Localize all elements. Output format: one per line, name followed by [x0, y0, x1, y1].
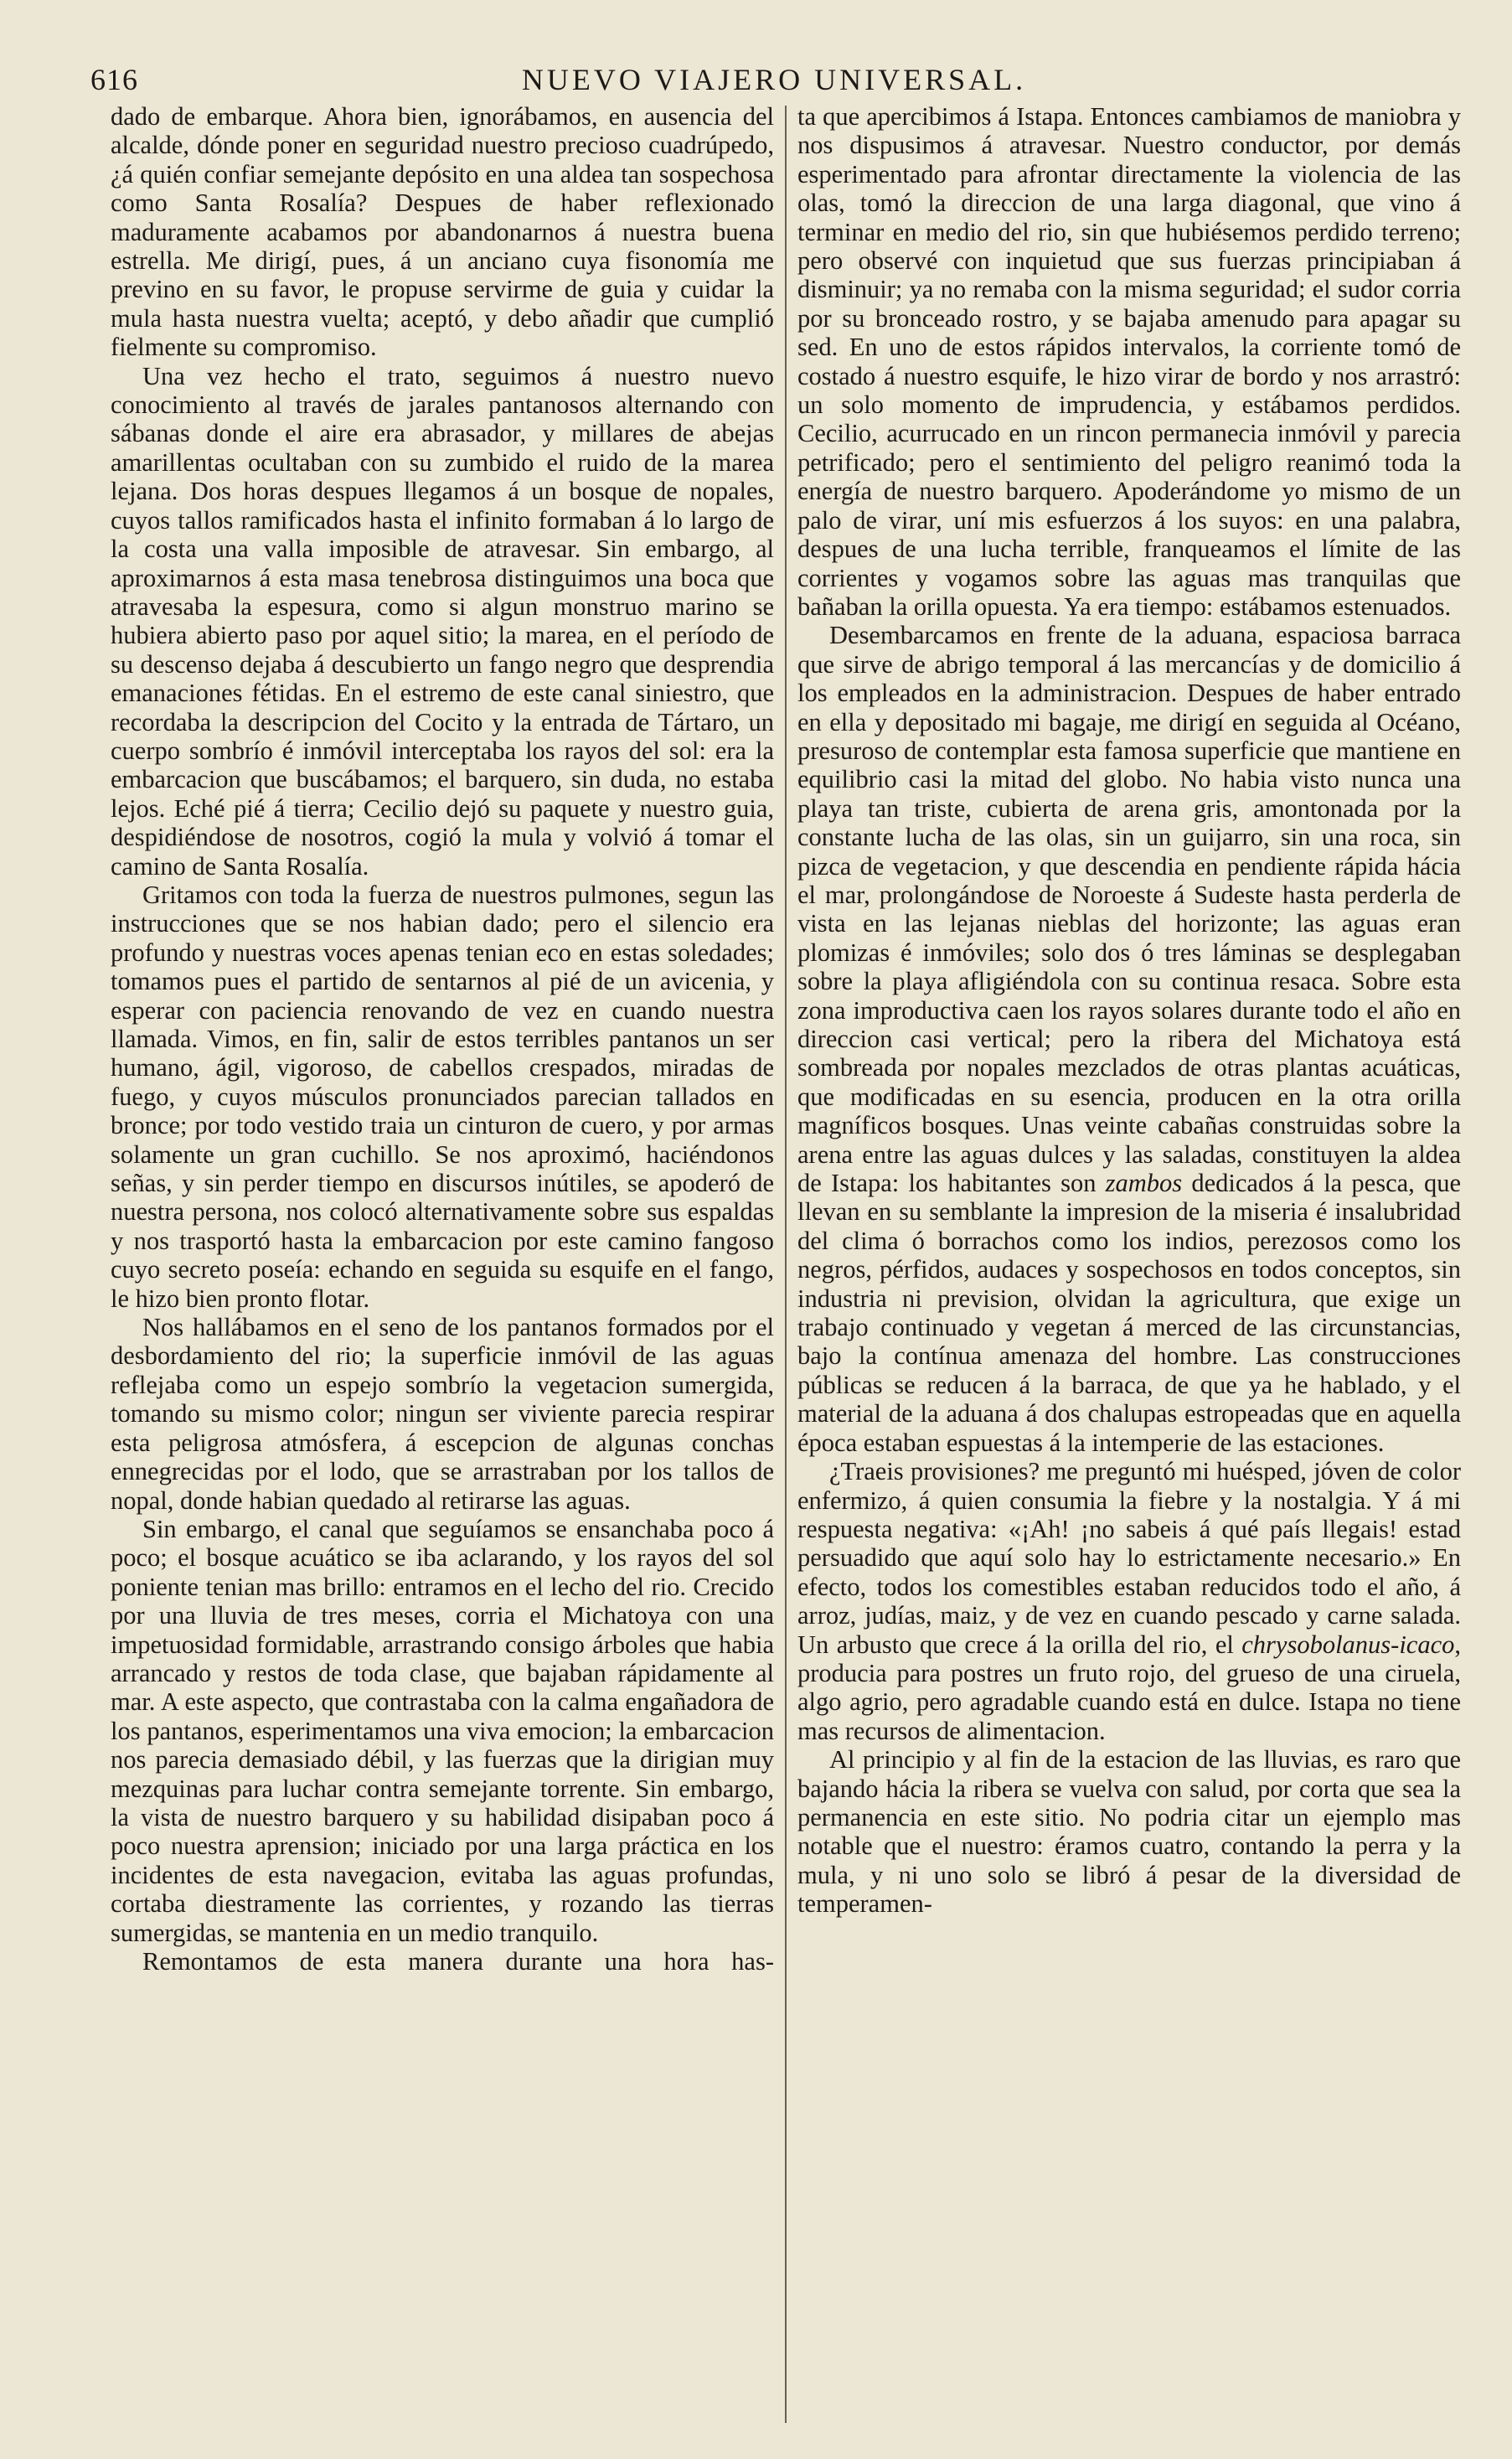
paragraph: Sin embargo, el canal que seguíamos se ensanchaba poco á poco; el bosque acuático se iba aclarando, y los rayos del sol poniente tenian mas brillo: entramos en el lecho del rio. Crecido por una lluvia de tres meses, corria el Michatoya con una impetuosidad formidable, arrastrando consigo árboles que habia arrancado y restos de toda clase, que bajaban rápidamente al mar. A este aspecto, que contrastaba con la calma engañadora de los pantanos, esperimentamos una viva emocion; la embarcacion nos parecia demasiado débil, y las fuerzas que la dirigian muy mezquinas para luchar contra semejante torrente. Sin embargo, la vista de nuestro barquero y su habilidad disipaban poco á poco nuestra aprension; iniciado por una larga práctica en los incidentes de esta navegacion, evitaba las aguas profundas, cortaba diestramente las corrientes, y rozando las tierras sumergidas, se mantenia en un medio tranquilo. — [111, 1514, 774, 1947]
paragraph — [797, 1457, 1461, 1745]
paragraph-text: ¿Traeis provisiones? me preguntó mi huésped, jóven de color enfermizo, á quien consumia la fiebre y la nostalgia. Y á mi respuesta negativa: «¡Ah! ¡no sabeis á qué país llegais! estad persuadido que aquí solo hay lo estrictamente necesario.» En efecto, todos los comestibles estaban reducidos todo el año, á arroz, judías, maiz, y de vez en cuando pescado y carne salada. Un arbusto que crece á la orilla del rio, el — [797, 1457, 1461, 1659]
page-number: 616 — [90, 63, 138, 96]
italic-term: chrysobolanus-icaco — [1241, 1630, 1455, 1659]
paragraph: Gritamos con toda la fuerza de nuestros pulmones, segun las instrucciones que se nos habian dado; pero el silencio era profundo y nuestras voces apenas tenian eco en estas soledades; tomamos pues el partido de sentarnos al pié de un avicenia, y esperar con paciencia renovando de vez en cuando nuestra llamada. Vimos, en fin, salir de estos terribles pantanos un ser humano, ágil, vigoroso, de cabellos crespados, miradas de fuego, y cuyos músculos pronunciados parecian tallados en bronce; por todo vestido traia un cinturon de cuero, y por armas solamente un gran cuchillo. Se nos aproximó, haciéndonos señas, y sin perder tiempo en discursos inútiles, se apoderó de nuestra persona, nos colocó alternativamente sobre sus espaldas y nos trasportó hasta la embarcacion por este camino fangoso cuyo secreto poseía: echando en seguida su esquife en el fango, le hizo bien pronto flotar. — [111, 880, 774, 1313]
paragraph-continues: Remontamos de esta manera durante una hora has- — [142, 1947, 774, 1976]
paragraph: Una vez hecho el trato, seguimos á nuestro nuevo conocimiento al través de jarales pantanosos alternando con sábanas donde el aire era abrasador, y millares de abejas amarillentas ocultaban con su zumbido el ruido de la marea lejana. Dos horas despues llegamos á un bosque de nopales, cuyos tallos ramificados hasta el infinito formaban á lo largo de la costa una valla imposible de atravesar. Sin embargo, al aproximarnos á esta masa tenebrosa distinguimos una boca que atravesaba la espesura, como si algun monstruo marino se hubiera abierto paso por aquel sitio; la marea, en el período de su descenso dejaba á descubierto un fango negro que desprendia emanaciones fétidas. En el estremo de este canal siniestro, que recordaba la descripcion del Cocito y la entrada de Tártaro, un cuerpo sombrío é inmóvil interceptaba los rayos del sol: era la embarcacion que buscábamos; el barquero, sin duda, no estaba lejos. Eché pié á tierra; Cecilio dejó su paquete y nuestro guia, despidiéndose de nosotros, cogió la mula y volvió á tomar el camino de Santa Rosalía. — [111, 361, 774, 881]
paragraph — [797, 621, 1461, 1457]
page-header — [90, 57, 1458, 102]
paragraph-text: dedicados á la pesca, que llevan en su semblante la impresion de la miseria é insalubridad del clima ó borrachos como los indios, perezosos como los negros, pérfidos, audaces y sospechosos en todos conceptos, sin industria ni prevision, olvidan la agricultura, que exige un trabajo continuado y vegetan á merced de las circunstancias, bajo la contínua amenaza del hombre. Las construcciones públicas se reducen á la barraca, de que ya he hablado, y el material de la aduana á dos chalupas estropeadas que en aquella época estaban espuestas á la intemperie de las estaciones. — [797, 1169, 1461, 1457]
paragraph-continuation: dado de embarque. Ahora bien, ignorábamos, en ausencia del alcalde, dónde poner en seguridad nuestro precioso cuadrúpedo, ¿á quién confiar semejante depósito en una aldea tan sospechosa como Santa Rosalía? Despues de haber reflexionado maduramente acabamos por abandonarnos á nuestra buena estrella. Me dirigí, pues, á un anciano cuya fisonomía me previno en su favor, le propuse servirme de guia y cuidar la mula hasta nuestra vuelta; aceptó, y debo añadir que cumplió fielmente su compromiso. — [111, 102, 774, 362]
paragraph-continuation: ta que apercibimos á Istapa. Entonces cambiamos de maniobra y nos dispusimos á atravesar. Nuestro conductor, por demás esperimentado para afrontar directamente la violencia de las olas, tomó la direccion de una larga diagonal, que vino á terminar en medio del rio, sin que hubiésemos perdido terreno; pero observé con inquietud que sus fuerzas principiaban á disminuir; ya no remaba con la misma seguridad; el sudor corria por su bronceado rostro, y se bajaba amenudo para apagar su sed. En uno de estos rápidos intervalos, la corriente tomó de costado á nuestro esquife, le hizo virar de bordo y nos arrastró: un solo momento de imprudencia, y estábamos perdidos. Cecilio, acurrucado en un rincon permanecia inmóvil y parecia petrificado; pero el sentimiento del peligro reanimó toda la energía de nuestro barquero. Apoderándome yo mismo de un palo de virar, uní mis esfuerzos á los suyos: en una palabra, despues de una lucha terrible, franqueamos el límite de las corrientes y vogamos sobre las aguas mas tranquilas que bañaban la orilla opuesta. Ya era tiempo: estábamos estenuados. — [797, 102, 1461, 621]
running-title: NUEVO VIAJERO UNIVERSAL. — [521, 63, 1027, 96]
paragraph: Nos hallábamos en el seno de los pantanos formados por el desbordamiento del rio; la superficie inmóvil de las aguas reflejaba como un espejo sombrío la vegetacion sumergida, tomando su mismo color; ningun ser viviente parecia respirar esta peligrosa atmósfera, á escepcion de algunas conchas ennegrecidas por el lodo, que se arrastraban por los tallos de nopal, donde habian quedado al retirarse las aguas. — [111, 1313, 774, 1515]
italic-term: zambos — [1105, 1169, 1183, 1198]
paragraph-continues: Al principio y al fin de la estacion de las lluvias, es raro que bajando hácia la ribera se vuelva con salud, por corta que sea la permanencia en este sitio. No podria citar un ejemplo mas notable que el nuestro: éramos cuatro, contando la perra y la mula, y ni uno solo se libró á pesar de la diversidad de temperamen- — [797, 1745, 1461, 1919]
paragraph-text: Desembarcamos en frente de la aduana, espaciosa barraca que sirve de abrigo temporal á las mercancías y de domicilio á los empleados en la administracion. Despues de haber entrado en ella y depositado mi bagaje, me dirigí en seguida al Océano, presuroso de contemplar esta famosa superficie que mantiene en equilibrio casi la mitad del globo. No habia visto nunca una playa tan triste, cubierta de arena gris, amontonada por la constante lucha de las olas, sin un guijarro, sin una roca, sin pizca de vegetacion, y que descendia en pendiente rápida hácia el mar, prolongándose de Noroeste á Sudeste hasta perderla de vista en las lejanas nieblas del horizonte; las aguas eran plomizas é inmóviles; solo dos ó tres láminas se desplegaban sobre la playa afligiéndola con su continua resaca. Sobre esta zona improductiva caen los rayos solares durante todo el año en direccion casi vertical; pero la ribera del Michatoya está sombreada por nopales mezclados de otras plantas acuáticas, que modificadas en su esencia, producen en la otra orilla magníficos bosques. Unas veinte cabañas construidas sobre la arena entre las aguas dulces y las saladas, constituyen la aldea de Istapa: los habitantes son — [797, 621, 1461, 1198]
paragraph-text: , producia para postres un fruto rojo, del grueso de una ciruela, algo agrio, pero agradable cuando está en dulce. Istapa no tiene mas recursos de alimentacion. — [797, 1630, 1461, 1745]
left-column — [111, 102, 774, 2431]
right-column — [797, 102, 1461, 2431]
column-divider — [785, 106, 787, 2423]
